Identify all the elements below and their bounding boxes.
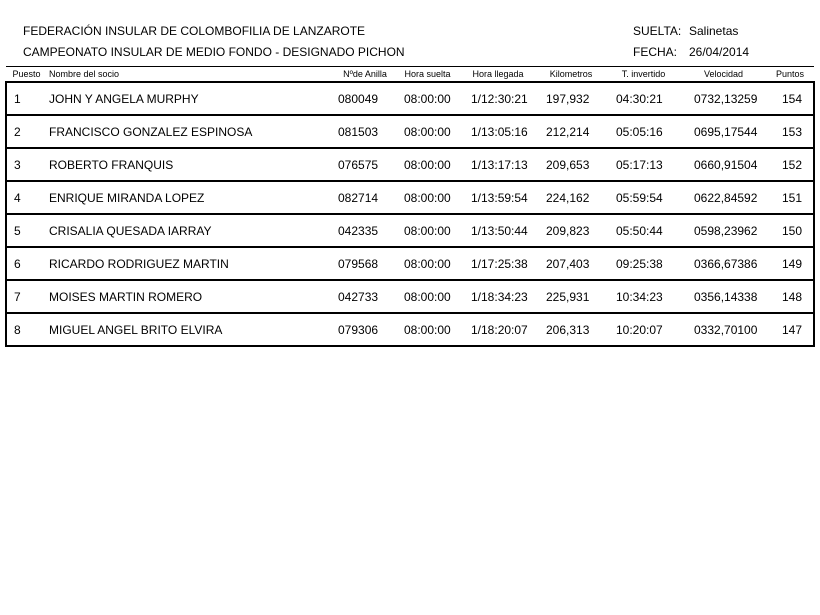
cell-velocidad: 0660,91504 (681, 148, 766, 181)
cell-hora-suelta: 08:00:00 (395, 181, 460, 214)
cell-hora-llegada: 1/12:30:21 (460, 82, 536, 115)
cell-puntos: 150 (766, 214, 814, 247)
cell-puesto: 7 (6, 280, 47, 313)
cell-nombre: MIGUEL ANGEL BRITO ELVIRA (47, 313, 335, 346)
col-header-anilla: Nºde Anilla (335, 67, 395, 83)
cell-nombre: RICARDO RODRIGUEZ MARTIN (47, 247, 335, 280)
cell-puesto: 1 (6, 82, 47, 115)
results-table (5, 66, 815, 347)
cell-puntos: 147 (766, 313, 814, 346)
cell-anilla: 080049 (335, 82, 395, 115)
cell-puesto: 6 (6, 247, 47, 280)
cell-hora-llegada: 1/17:25:38 (460, 247, 536, 280)
cell-anilla: 079568 (335, 247, 395, 280)
cell-anilla: 082714 (335, 181, 395, 214)
cell-nombre: CRISALIA QUESADA IARRAY (47, 214, 335, 247)
cell-t-invertido: 10:34:23 (606, 280, 681, 313)
cell-nombre: JOHN Y ANGELA MURPHY (47, 82, 335, 115)
cell-puntos: 152 (766, 148, 814, 181)
table-row (6, 247, 814, 280)
cell-velocidad: 0695,17544 (681, 115, 766, 148)
cell-puesto: 3 (6, 148, 47, 181)
cell-velocidad: 0356,14338 (681, 280, 766, 313)
table-row (6, 181, 814, 214)
cell-hora-llegada: 1/18:34:23 (460, 280, 536, 313)
cell-t-invertido: 05:05:16 (606, 115, 681, 148)
cell-nombre: ENRIQUE MIRANDA LOPEZ (47, 181, 335, 214)
cell-t-invertido: 04:30:21 (606, 82, 681, 115)
cell-nombre: MOISES MARTIN ROMERO (47, 280, 335, 313)
col-header-puntos: Puntos (766, 67, 814, 83)
cell-kilometros: 209,823 (536, 214, 606, 247)
cell-kilometros: 206,313 (536, 313, 606, 346)
cell-hora-suelta: 08:00:00 (395, 115, 460, 148)
cell-velocidad: 0366,67386 (681, 247, 766, 280)
cell-puntos: 149 (766, 247, 814, 280)
cell-hora-llegada: 1/13:59:54 (460, 181, 536, 214)
cell-anilla: 079306 (335, 313, 395, 346)
col-header-puesto: Puesto (6, 67, 47, 83)
cell-kilometros: 209,653 (536, 148, 606, 181)
cell-puesto: 8 (6, 313, 47, 346)
cell-hora-suelta: 08:00:00 (395, 247, 460, 280)
cell-hora-suelta: 08:00:00 (395, 280, 460, 313)
cell-puesto: 5 (6, 214, 47, 247)
cell-puntos: 151 (766, 181, 814, 214)
date-label: FECHA: (633, 45, 678, 59)
cell-hora-suelta: 08:00:00 (395, 148, 460, 181)
cell-puntos: 153 (766, 115, 814, 148)
table-row (6, 115, 814, 148)
cell-t-invertido: 09:25:38 (606, 247, 681, 280)
cell-hora-suelta: 08:00:00 (395, 214, 460, 247)
col-header-hora-suelta: Hora suelta (395, 67, 460, 83)
cell-anilla: 042733 (335, 280, 395, 313)
release-location: Salinetas (689, 24, 739, 38)
cell-t-invertido: 10:20:07 (606, 313, 681, 346)
cell-t-invertido: 05:50:44 (606, 214, 681, 247)
cell-hora-suelta: 08:00:00 (395, 82, 460, 115)
table-row (6, 280, 814, 313)
col-header-t-invertido: T. invertido (606, 67, 681, 83)
cell-velocidad: 0622,84592 (681, 181, 766, 214)
cell-kilometros: 212,214 (536, 115, 606, 148)
cell-kilometros: 207,403 (536, 247, 606, 280)
table-row (6, 148, 814, 181)
col-header-kilometros: Kilometros (536, 67, 606, 83)
organization-title: FEDERACIÓN INSULAR DE COLOMBOFILIA DE LANZAROTE (23, 24, 366, 38)
cell-anilla: 042335 (335, 214, 395, 247)
cell-t-invertido: 05:17:13 (606, 148, 681, 181)
cell-kilometros: 197,932 (536, 82, 606, 115)
release-label: SUELTA: (633, 24, 682, 38)
col-header-velocidad: Velocidad (681, 67, 766, 83)
table-row (6, 82, 814, 115)
cell-t-invertido: 05:59:54 (606, 181, 681, 214)
championship-title: CAMPEONATO INSULAR DE MEDIO FONDO - DESIGNADO PICHON (23, 45, 405, 59)
cell-puntos: 154 (766, 82, 814, 115)
col-header-hora-llegada: Hora llegada (460, 67, 536, 83)
cell-hora-suelta: 08:00:00 (395, 313, 460, 346)
table-row (6, 214, 814, 247)
cell-velocidad: 0598,23962 (681, 214, 766, 247)
cell-puesto: 2 (6, 115, 47, 148)
cell-anilla: 081503 (335, 115, 395, 148)
cell-kilometros: 224,162 (536, 181, 606, 214)
cell-hora-llegada: 1/13:05:16 (460, 115, 536, 148)
cell-anilla: 076575 (335, 148, 395, 181)
cell-velocidad: 0732,13259 (681, 82, 766, 115)
cell-kilometros: 225,931 (536, 280, 606, 313)
date-value: 26/04/2014 (689, 45, 750, 59)
cell-puesto: 4 (6, 181, 47, 214)
table-row (6, 313, 814, 346)
cell-puntos: 148 (766, 280, 814, 313)
header-row (6, 67, 814, 83)
cell-nombre: ROBERTO FRANQUIS (47, 148, 335, 181)
cell-hora-llegada: 1/13:17:13 (460, 148, 536, 181)
col-header-nombre: Nombre del socio (47, 67, 335, 83)
cell-hora-llegada: 1/18:20:07 (460, 313, 536, 346)
cell-hora-llegada: 1/13:50:44 (460, 214, 536, 247)
cell-velocidad: 0332,70100 (681, 313, 766, 346)
cell-nombre: FRANCISCO GONZALEZ ESPINOSA (47, 115, 335, 148)
